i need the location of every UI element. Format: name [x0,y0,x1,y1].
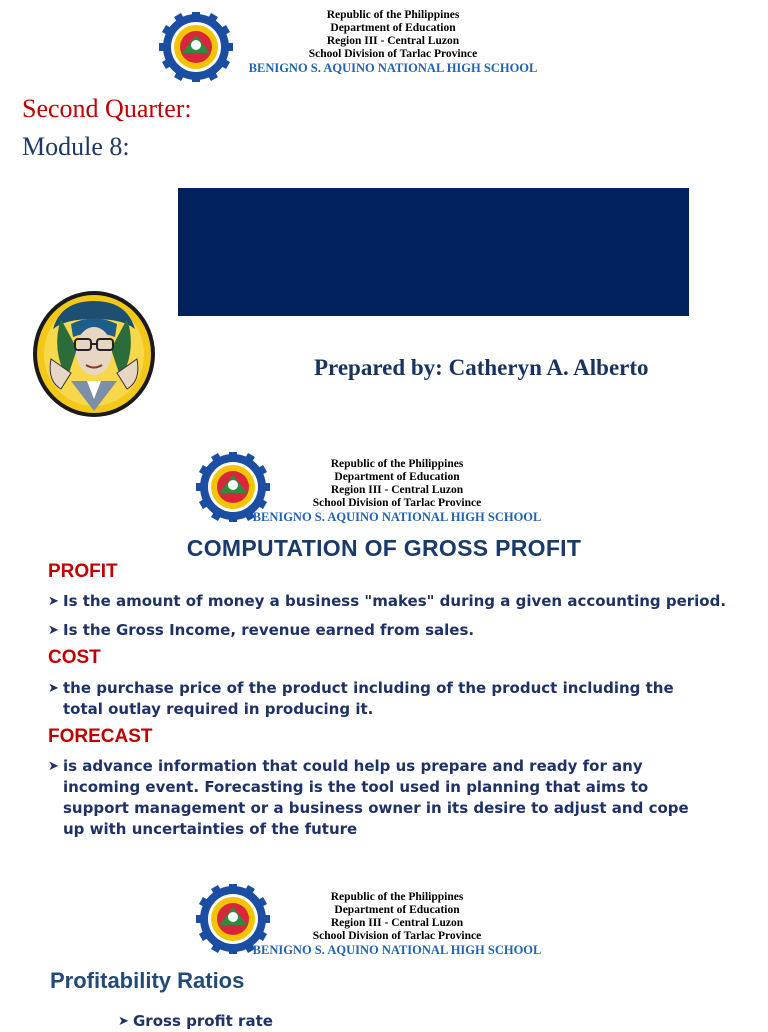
cost-bullet [48,678,713,720]
header-line: Region III - Central Luzon [330,917,464,929]
slide-title: COMPUTATION OF GROSS PROFIT [186,535,582,561]
deped-seal-icon [153,12,239,82]
header-line: Department of Education [330,22,456,34]
arrow-bullet-icon: ➤ [48,623,59,638]
arrow-bullet-icon: ➤ [118,1014,129,1029]
bullet-text: Is the Gross Income, revenue earned from sales. [63,621,475,639]
title-box [178,188,689,316]
bullet-text: Is the amount of money a business "makes" during a given accounting period. [63,592,727,610]
school-name: BENIGNO S. AQUINO NATIONAL HIGH SCHOOL [252,510,542,524]
school-name: BENIGNO S. AQUINO NATIONAL HIGH SCHOOL [248,61,538,75]
header-line: School Division of Tarlac Province [308,48,478,60]
header-line: Department of Education [334,471,460,483]
arrow-bullet-icon: ➤ [48,594,59,609]
cost-heading: COST [48,647,101,668]
profit-bullet [48,620,743,641]
quarter-label: Second Quarter: [22,94,192,123]
bullet-text: Gross profit rate [133,1012,273,1030]
forecast-heading: FORECAST [48,726,153,747]
arrow-bullet-icon: ➤ [48,759,59,774]
profit-bullet [48,591,743,612]
header-line: Republic of the Philippines [326,9,460,21]
header-line: Republic of the Philippines [330,458,464,470]
header-line: School Division of Tarlac Province [312,497,482,509]
ratio-bullet [118,1011,533,1032]
school-header [236,458,558,524]
arrow-bullet-icon: ➤ [48,681,59,696]
bullet-text: the purchase price of the product including of the product including the total outlay required in producing it. [63,679,674,718]
school-header [230,9,556,75]
school-header [236,891,558,957]
forecast-bullet [48,756,713,840]
teacher-avatar-icon [31,289,157,419]
school-name: BENIGNO S. AQUINO NATIONAL HIGH SCHOOL [252,943,542,957]
header-line: Republic of the Philippines [330,891,464,903]
header-line: Department of Education [334,904,460,916]
profit-heading: PROFIT [48,561,118,582]
profitability-title: Profitability Ratios [50,968,245,993]
bullet-text: is advance information that could help us prepare and ready for any incoming event. Forecasting is the tool used in planning that aims to support management or a business owner in its desire to adjust and cope up with uncertainties of the future [63,757,689,838]
header-line: School Division of Tarlac Province [312,930,482,942]
prepared-by: Prepared by: Catheryn A. Alberto [314,355,649,380]
header-line: Region III - Central Luzon [330,484,464,496]
header-line: Region III - Central Luzon [326,35,460,47]
module-label: Module 8: [22,132,130,161]
